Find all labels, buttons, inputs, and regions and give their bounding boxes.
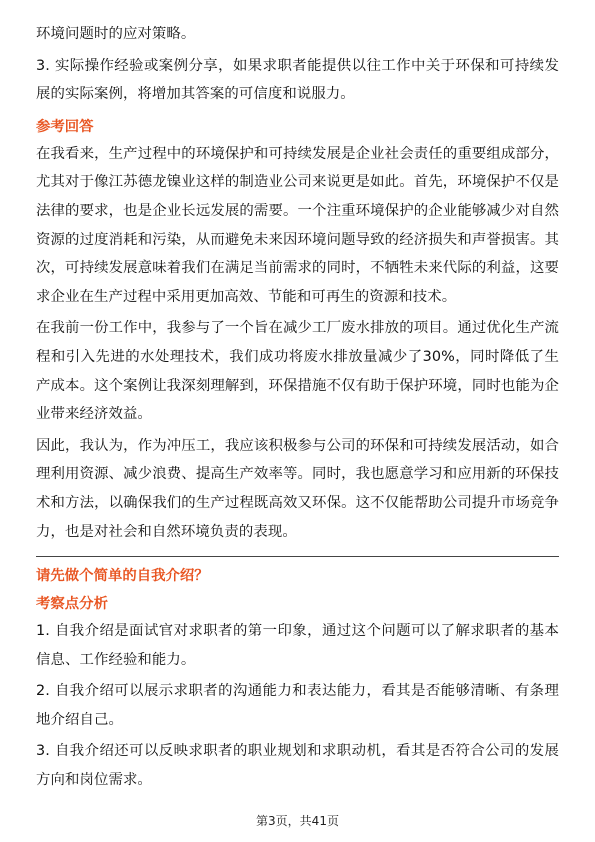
continued-text: 环境问题时的应对策略。: [36, 26, 196, 42]
analysis-point: 3. 自我介绍还可以反映求职者的职业规划和求职动机，看其是否符合公司的发展方向和岗位需求。: [36, 743, 559, 789]
answer-paragraph: 因此，我认为，作为冲压工，我应该积极参与公司的环保和可持续发展活动，如合理利用资源、减少浪费、提高生产效率等。同时，我也愿意学习和应用新的环保技术和方法，以确保我们的生产过程既高效又环保。这不仅能帮助公司提升市场竞争力，也是对社会和自然环境负责的表现。: [36, 437, 559, 540]
page-number: 第3页，共41页: [256, 814, 339, 828]
reference-answer-heading: 参考回答: [36, 118, 94, 135]
analysis-point: 2. 自我介绍可以展示求职者的沟通能力和表达能力，看其是否能够清晰、有条理地介绍自己。: [36, 683, 559, 728]
answer-paragraph: 在我前一份工作中，我参与了一个旨在减少工厂废水排放的项目。通过优化生产流程和引入先进的水处理技术，我们成功将废水排放量减少了30%，同时降低了生产成本。这个案例让我深刻理解到，环保措施不仅有助于保护环境，同时也能为企业带来经济效益。: [36, 320, 559, 423]
question-title: 请先做个简单的自我介绍？: [36, 568, 209, 585]
page-content: [36, 20, 559, 798]
analysis-point-3: 3. 实际操作经验或案例分享，如果求职者能提供以往工作中关于环保和可持续发展的实际案例，将增加其答案的可信度和说服力。: [36, 57, 559, 103]
answer-paragraph: 在我看来，生产过程中的环境保护和可持续发展是企业社会责任的重要组成部分，尤其对于像江苏德龙镍业这样的制造业公司来说更是如此。首先，环境保护不仅是法律的要求，也是企业长远发展的需要。一个注重环境保护的企业能够减少对自然资源的过度消耗和污染，从而避免未来因环境问题导致的经济损失和声誉损害。其次，可持续发展意味着我们在满足当前需求的同时，不牺牲未来代际的利益，这要求企业在生产过程中采用更加高效、节能和可再生的资源和技术。: [36, 145, 559, 305]
analysis-point: 1. 自我介绍是面试官对求职者的第一印象，通过这个问题可以了解求职者的基本信息、工作经验和能力。: [36, 623, 559, 668]
section-divider: [36, 556, 559, 557]
analysis-heading: 考察点分析: [36, 596, 108, 613]
